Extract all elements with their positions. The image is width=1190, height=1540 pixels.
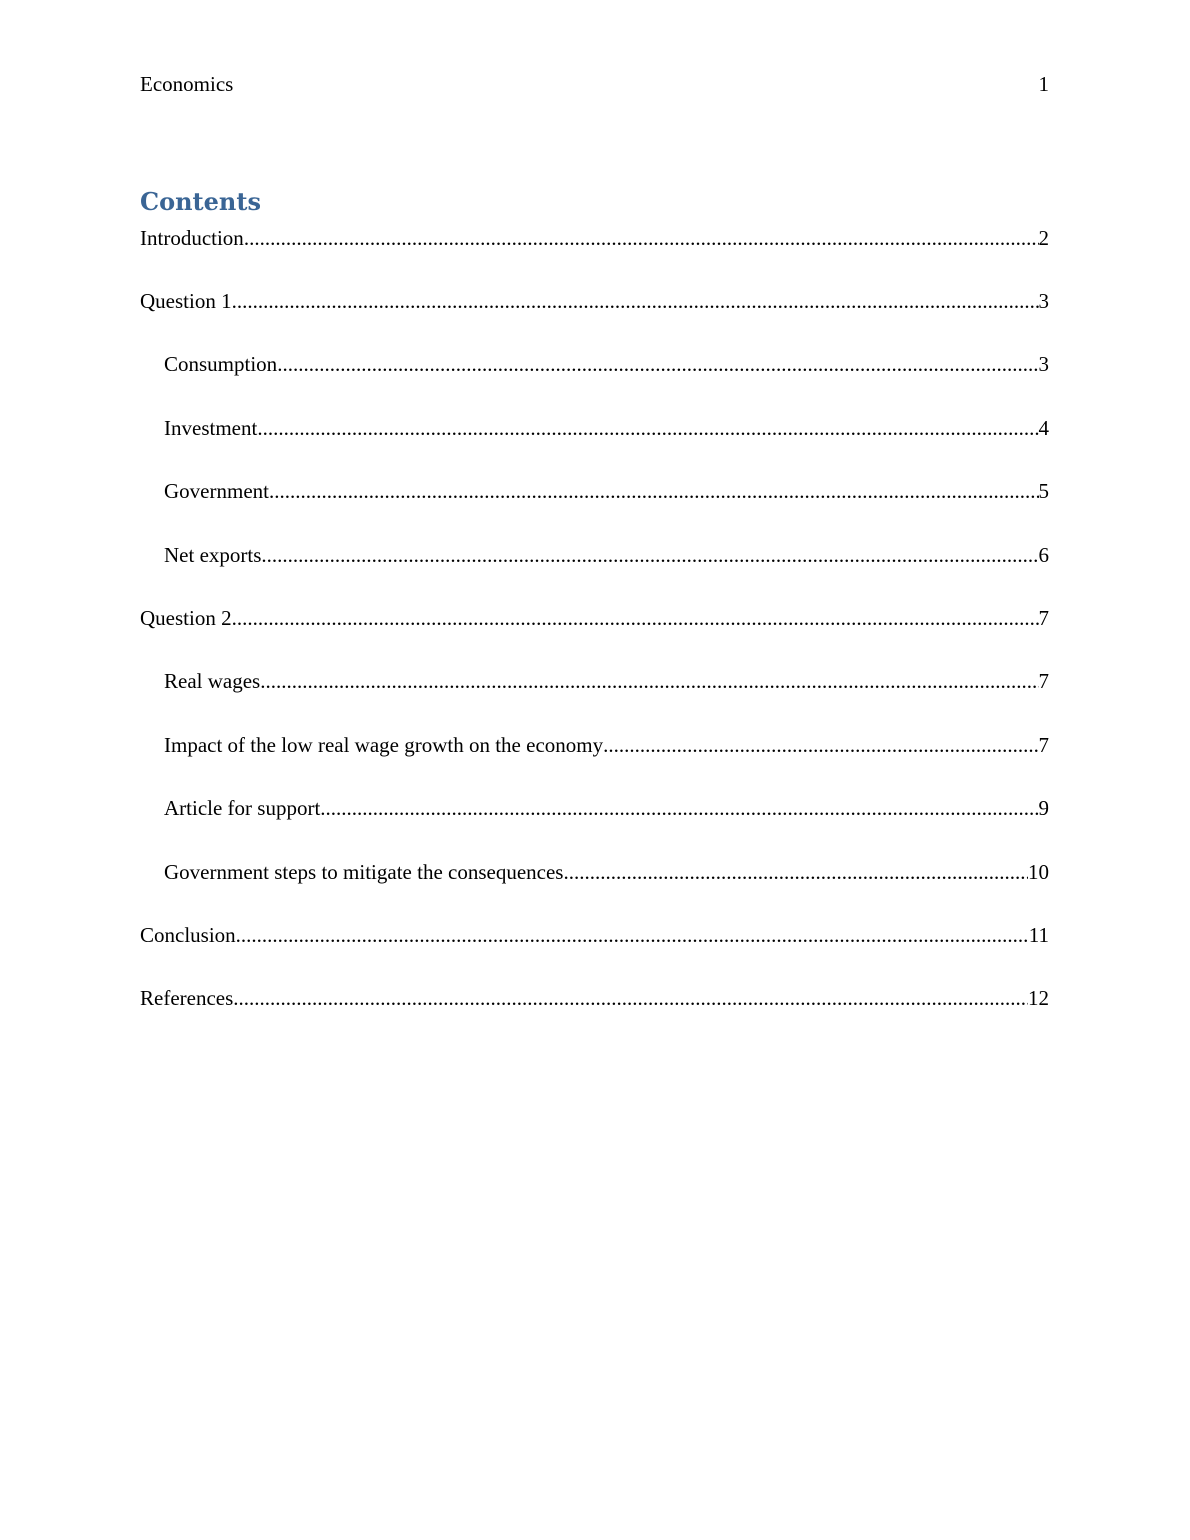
toc-dot-leader <box>603 731 1038 759</box>
toc-entry-label: Conclusion <box>140 923 236 947</box>
toc-entry-impact-low-real-wage-growth[interactable] <box>164 731 1049 759</box>
toc-dot-leader <box>233 984 1028 1012</box>
toc-entry-real-wages[interactable] <box>164 667 1049 695</box>
toc-entry-references[interactable] <box>140 984 1049 1012</box>
toc-entry-question-1[interactable] <box>140 287 1049 315</box>
toc-entry-label: Impact of the low real wage growth on the economy <box>164 733 604 757</box>
toc-entry-label: Real wages <box>164 669 261 693</box>
toc-entry-article-for-support[interactable] <box>164 794 1049 822</box>
toc-entry-page: 7 <box>1038 733 1049 757</box>
page-header <box>140 70 1049 98</box>
toc-dot-leader <box>232 604 1039 632</box>
toc-dot-leader <box>257 414 1038 442</box>
toc-entry-page: 3 <box>1038 289 1049 313</box>
toc-entry-page: 11 <box>1028 923 1049 947</box>
toc-dot-leader <box>244 224 1039 252</box>
toc-entry-label: Question 1 <box>140 289 232 313</box>
toc-dot-leader <box>261 541 1038 569</box>
toc-entry-question-2[interactable] <box>140 604 1049 632</box>
contents-heading: Contents <box>140 187 261 216</box>
toc-entry-net-exports[interactable] <box>164 541 1049 569</box>
toc-entry-investment[interactable] <box>164 414 1049 442</box>
toc-dot-leader <box>232 287 1039 315</box>
running-title: Economics <box>140 72 234 96</box>
toc-entry-conclusion[interactable] <box>140 921 1049 949</box>
toc-entry-label: Government steps to mitigate the consequences <box>164 860 564 884</box>
toc-entry-page: 10 <box>1028 860 1049 884</box>
toc-entry-label: Article for support <box>164 796 321 820</box>
toc-entry-page: 7 <box>1038 669 1049 693</box>
toc-entry-label: Net exports <box>164 543 262 567</box>
toc-entry-page: 6 <box>1038 543 1049 567</box>
toc-entry-consumption[interactable] <box>164 350 1049 378</box>
toc-entry-label: Consumption <box>164 352 278 376</box>
toc-entry-page: 4 <box>1038 416 1049 440</box>
toc-entry-page: 5 <box>1038 479 1049 503</box>
page-number: 1 <box>1038 72 1049 96</box>
toc-entry-government-steps[interactable] <box>164 858 1049 886</box>
toc-dot-leader <box>563 858 1028 886</box>
toc-dot-leader <box>277 350 1038 378</box>
toc-entry-page: 9 <box>1038 796 1049 820</box>
toc-entry-page: 2 <box>1038 226 1049 250</box>
toc-entry-introduction[interactable] <box>140 224 1049 252</box>
toc-entry-label: Question 2 <box>140 606 232 630</box>
toc-entry-page: 7 <box>1038 606 1049 630</box>
toc-dot-leader <box>269 477 1039 505</box>
toc-dot-leader <box>236 921 1029 949</box>
toc-entry-label: References <box>140 986 234 1010</box>
toc-entry-page: 3 <box>1038 352 1049 376</box>
toc-dot-leader <box>260 667 1038 695</box>
toc-entry-label: Investment <box>164 416 258 440</box>
toc-entry-government[interactable] <box>164 477 1049 505</box>
toc-dot-leader <box>320 794 1038 822</box>
toc-entry-label: Introduction <box>140 226 244 250</box>
toc-entry-label: Government <box>164 479 269 503</box>
toc-entry-page: 12 <box>1028 986 1049 1010</box>
